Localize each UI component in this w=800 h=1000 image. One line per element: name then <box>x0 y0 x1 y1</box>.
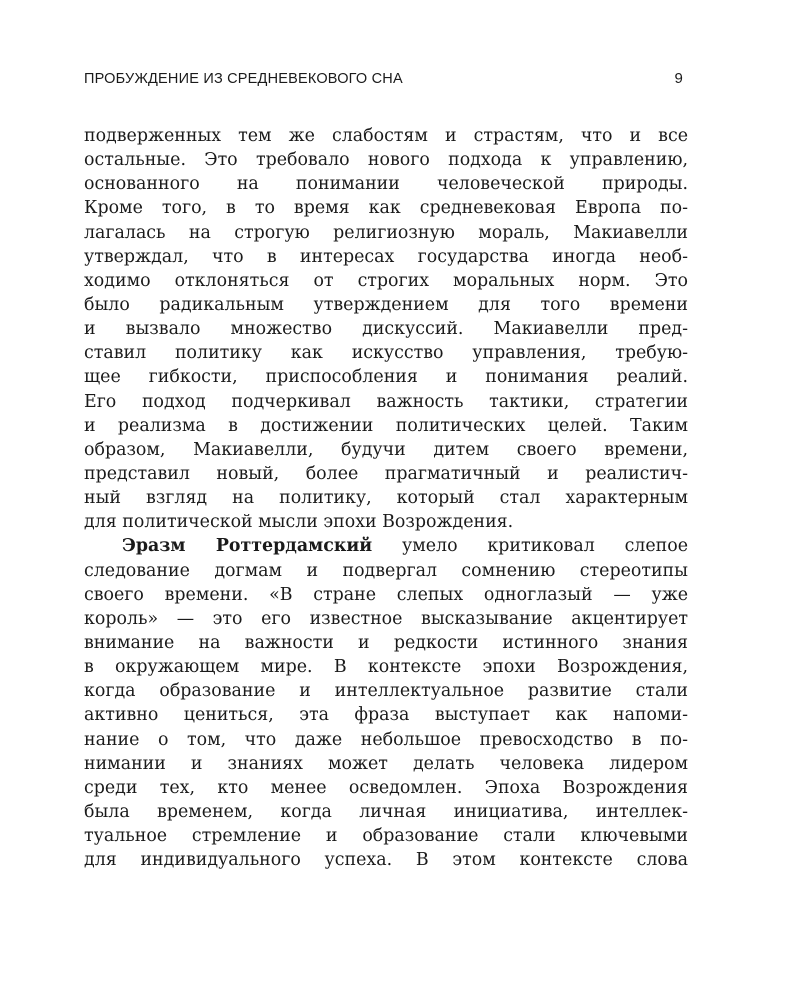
text-line: нимании и знаниях может делать человека лидером <box>84 753 688 774</box>
text-line: щее гибкости, приспособления и понимания реалий. <box>84 367 688 388</box>
text-line: и реализма в достижении политических целей. Таким <box>84 415 688 436</box>
text-line: ходимо отклоняться от строгих моральных норм. Это <box>84 270 688 291</box>
text-line: среди тех, кто менее осведомлен. Эпоха Возрождения <box>84 777 688 798</box>
text-line: король» — это его известное высказывание акцентирует <box>84 608 688 629</box>
text-line: ставил политику как искусство управления, требую- <box>84 343 688 364</box>
text-line: представил новый, более прагматичный и реалистич- <box>84 463 688 484</box>
paragraph-machiavelli <box>84 124 688 534</box>
text-line: туальное стремление и образование стали ключевыми <box>84 826 688 847</box>
text-fragment: умело критиковал слепое <box>372 536 689 557</box>
text-line: подверженных тем же слабостям и страстям, что и все <box>84 126 688 146</box>
text-line: основанного на понимании человеческой природы. <box>84 174 688 195</box>
text-line: Его подход подчеркивал важность тактики, стратегии <box>84 391 688 412</box>
text-line: внимание на важности и редкости истинного знания <box>84 632 688 653</box>
text-line: Кроме того, в то время как средневековая Европа по- <box>84 198 688 219</box>
body-text <box>84 124 688 872</box>
text-line: ный взгляд на политику, который стал характерным <box>84 488 688 509</box>
text-line: когда образование и интеллектуальное развитие стали <box>84 681 688 702</box>
text-line: образом, Макиавелли, будучи дитем своего времени, <box>84 439 688 460</box>
text-line: для политической мысли эпохи Возрождения. <box>84 512 514 533</box>
text-line: было радикальным утверждением для того времени <box>84 294 688 315</box>
text-line: своего времени. «В стране слепых одноглазый — уже <box>84 584 688 605</box>
text-line: активно цениться, эта фраза выступает как напоми- <box>84 705 688 726</box>
text-line: лагалась на строгую религиозную мораль, Макиавелли <box>84 222 688 243</box>
text-line: и вызвало множество дискуссий. Макиавелли пред- <box>84 319 688 340</box>
text-line: была временем, когда личная инициатива, интеллек- <box>84 801 688 822</box>
text-line-first <box>84 534 688 558</box>
page-header <box>84 70 683 90</box>
text-line: утверждал, что в интересах государства иногда необ- <box>84 246 688 267</box>
text-line: остальные. Это требовало нового подхода к управлению, <box>84 150 688 171</box>
text-line: в окружающем мире. В контексте эпохи Возрождения, <box>84 657 688 678</box>
running-title: ПРОБУЖДЕНИЕ ИЗ СРЕДНЕВЕКОВОГО СНА <box>84 71 403 87</box>
text-line: для индивидуального успеха. В этом контексте слова <box>84 850 688 871</box>
page-number: 9 <box>674 70 683 87</box>
text-line: нание о том, что даже небольшое превосходство в по- <box>84 729 688 750</box>
bold-name: Эразм Роттердамский <box>122 536 373 557</box>
text-line: следование догмам и подвергал сомнению стереотипы <box>84 560 688 581</box>
paragraph-erasmus <box>84 534 688 872</box>
